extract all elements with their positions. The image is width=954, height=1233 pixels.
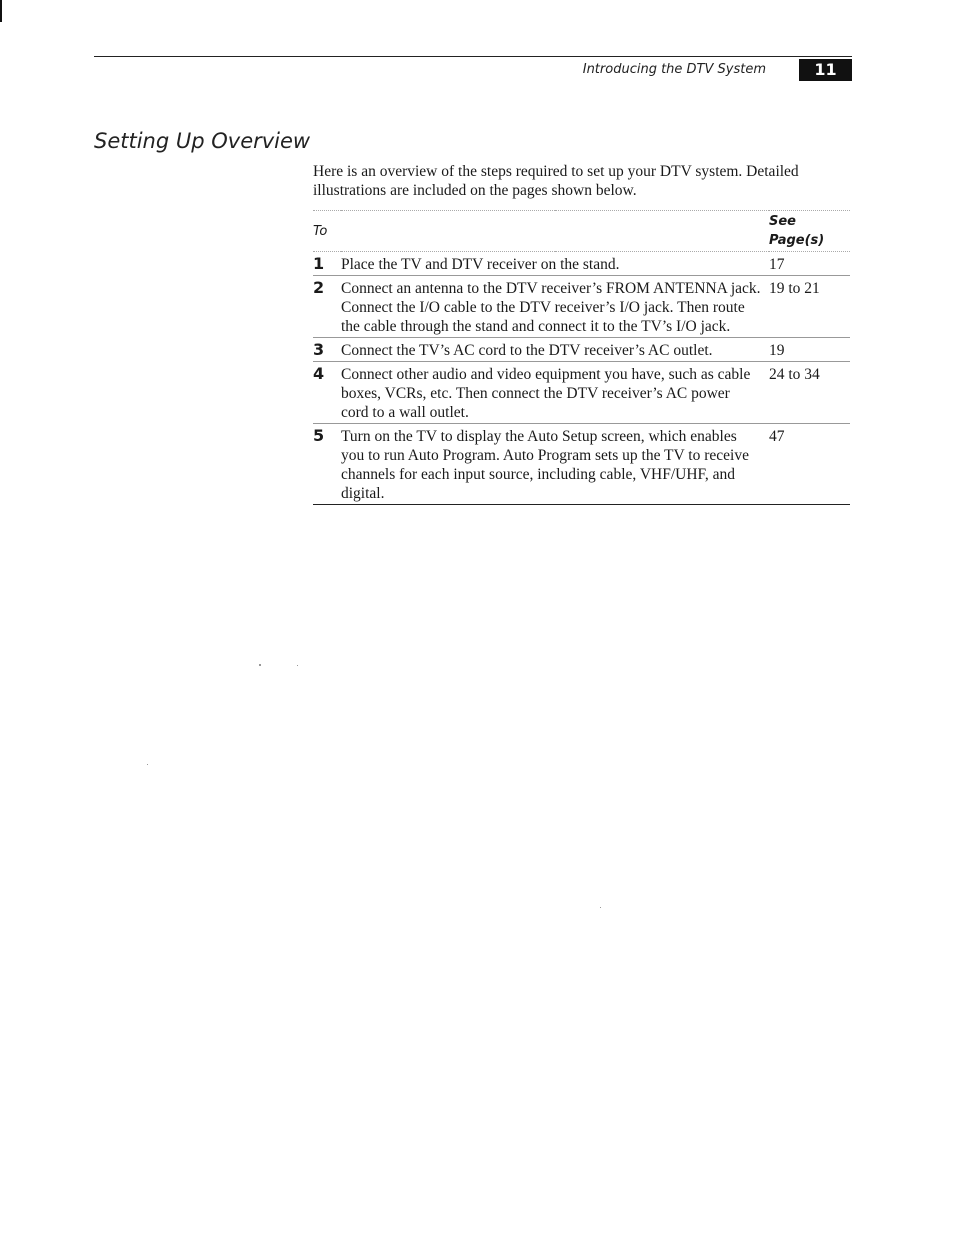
table-row xyxy=(313,424,850,505)
header-rule xyxy=(94,56,852,57)
step-number: 5 xyxy=(313,424,341,505)
step-pages: 17 xyxy=(769,252,850,276)
scan-speck xyxy=(147,764,148,765)
section-title: Setting Up Overview xyxy=(94,129,311,153)
scan-speck xyxy=(259,664,261,666)
table-row xyxy=(313,362,850,424)
scan-speck xyxy=(600,907,601,908)
column-header-to: To xyxy=(313,211,555,252)
step-number: 2 xyxy=(313,276,341,338)
setup-steps-table xyxy=(313,210,850,505)
step-description: Turn on the TV to display the Auto Setup screen, which enables you to run Auto Program. Auto Program sets up the TV to receive channels for each input source, including cable, VHF/UHF, and digital. xyxy=(341,424,769,505)
step-description: Connect other audio and video equipment you have, such as cable boxes, VCRs, etc. Then connect the DTV receiver’s AC power cord to a wall outlet. xyxy=(341,362,769,424)
step-number: 3 xyxy=(313,338,341,362)
step-number: 4 xyxy=(313,362,341,424)
step-number: 1 xyxy=(313,252,341,276)
step-description: Connect the TV’s AC cord to the DTV receiver’s AC outlet. xyxy=(341,338,769,362)
scan-speck xyxy=(297,665,298,666)
running-head: Introducing the DTV System xyxy=(582,62,766,77)
margin-mark xyxy=(0,0,2,22)
step-description: Place the TV and DTV receiver on the stand. xyxy=(341,252,769,276)
column-header-filler xyxy=(555,211,769,252)
column-header-see-pages: See Page(s) xyxy=(769,211,850,252)
step-pages: 19 xyxy=(769,338,850,362)
step-pages: 24 to 34 xyxy=(769,362,850,424)
table-row xyxy=(313,338,850,362)
step-pages: 19 to 21 xyxy=(769,276,850,338)
table-row xyxy=(313,252,850,276)
table-header-row xyxy=(313,211,850,252)
intro-paragraph: Here is an overview of the steps required to set up your DTV system. Detailed illustrations are included on the pages shown below. xyxy=(313,163,799,199)
step-description: Connect an antenna to the DTV receiver’s FROM ANTENNA jack. Connect the I/O cable to the DTV receiver’s I/O jack. Then route the cable through the stand and connect it to the TV’s I/O jack. xyxy=(341,276,769,338)
step-pages: 47 xyxy=(769,424,850,505)
page-number: 11 xyxy=(799,59,852,81)
table-row xyxy=(313,276,850,338)
